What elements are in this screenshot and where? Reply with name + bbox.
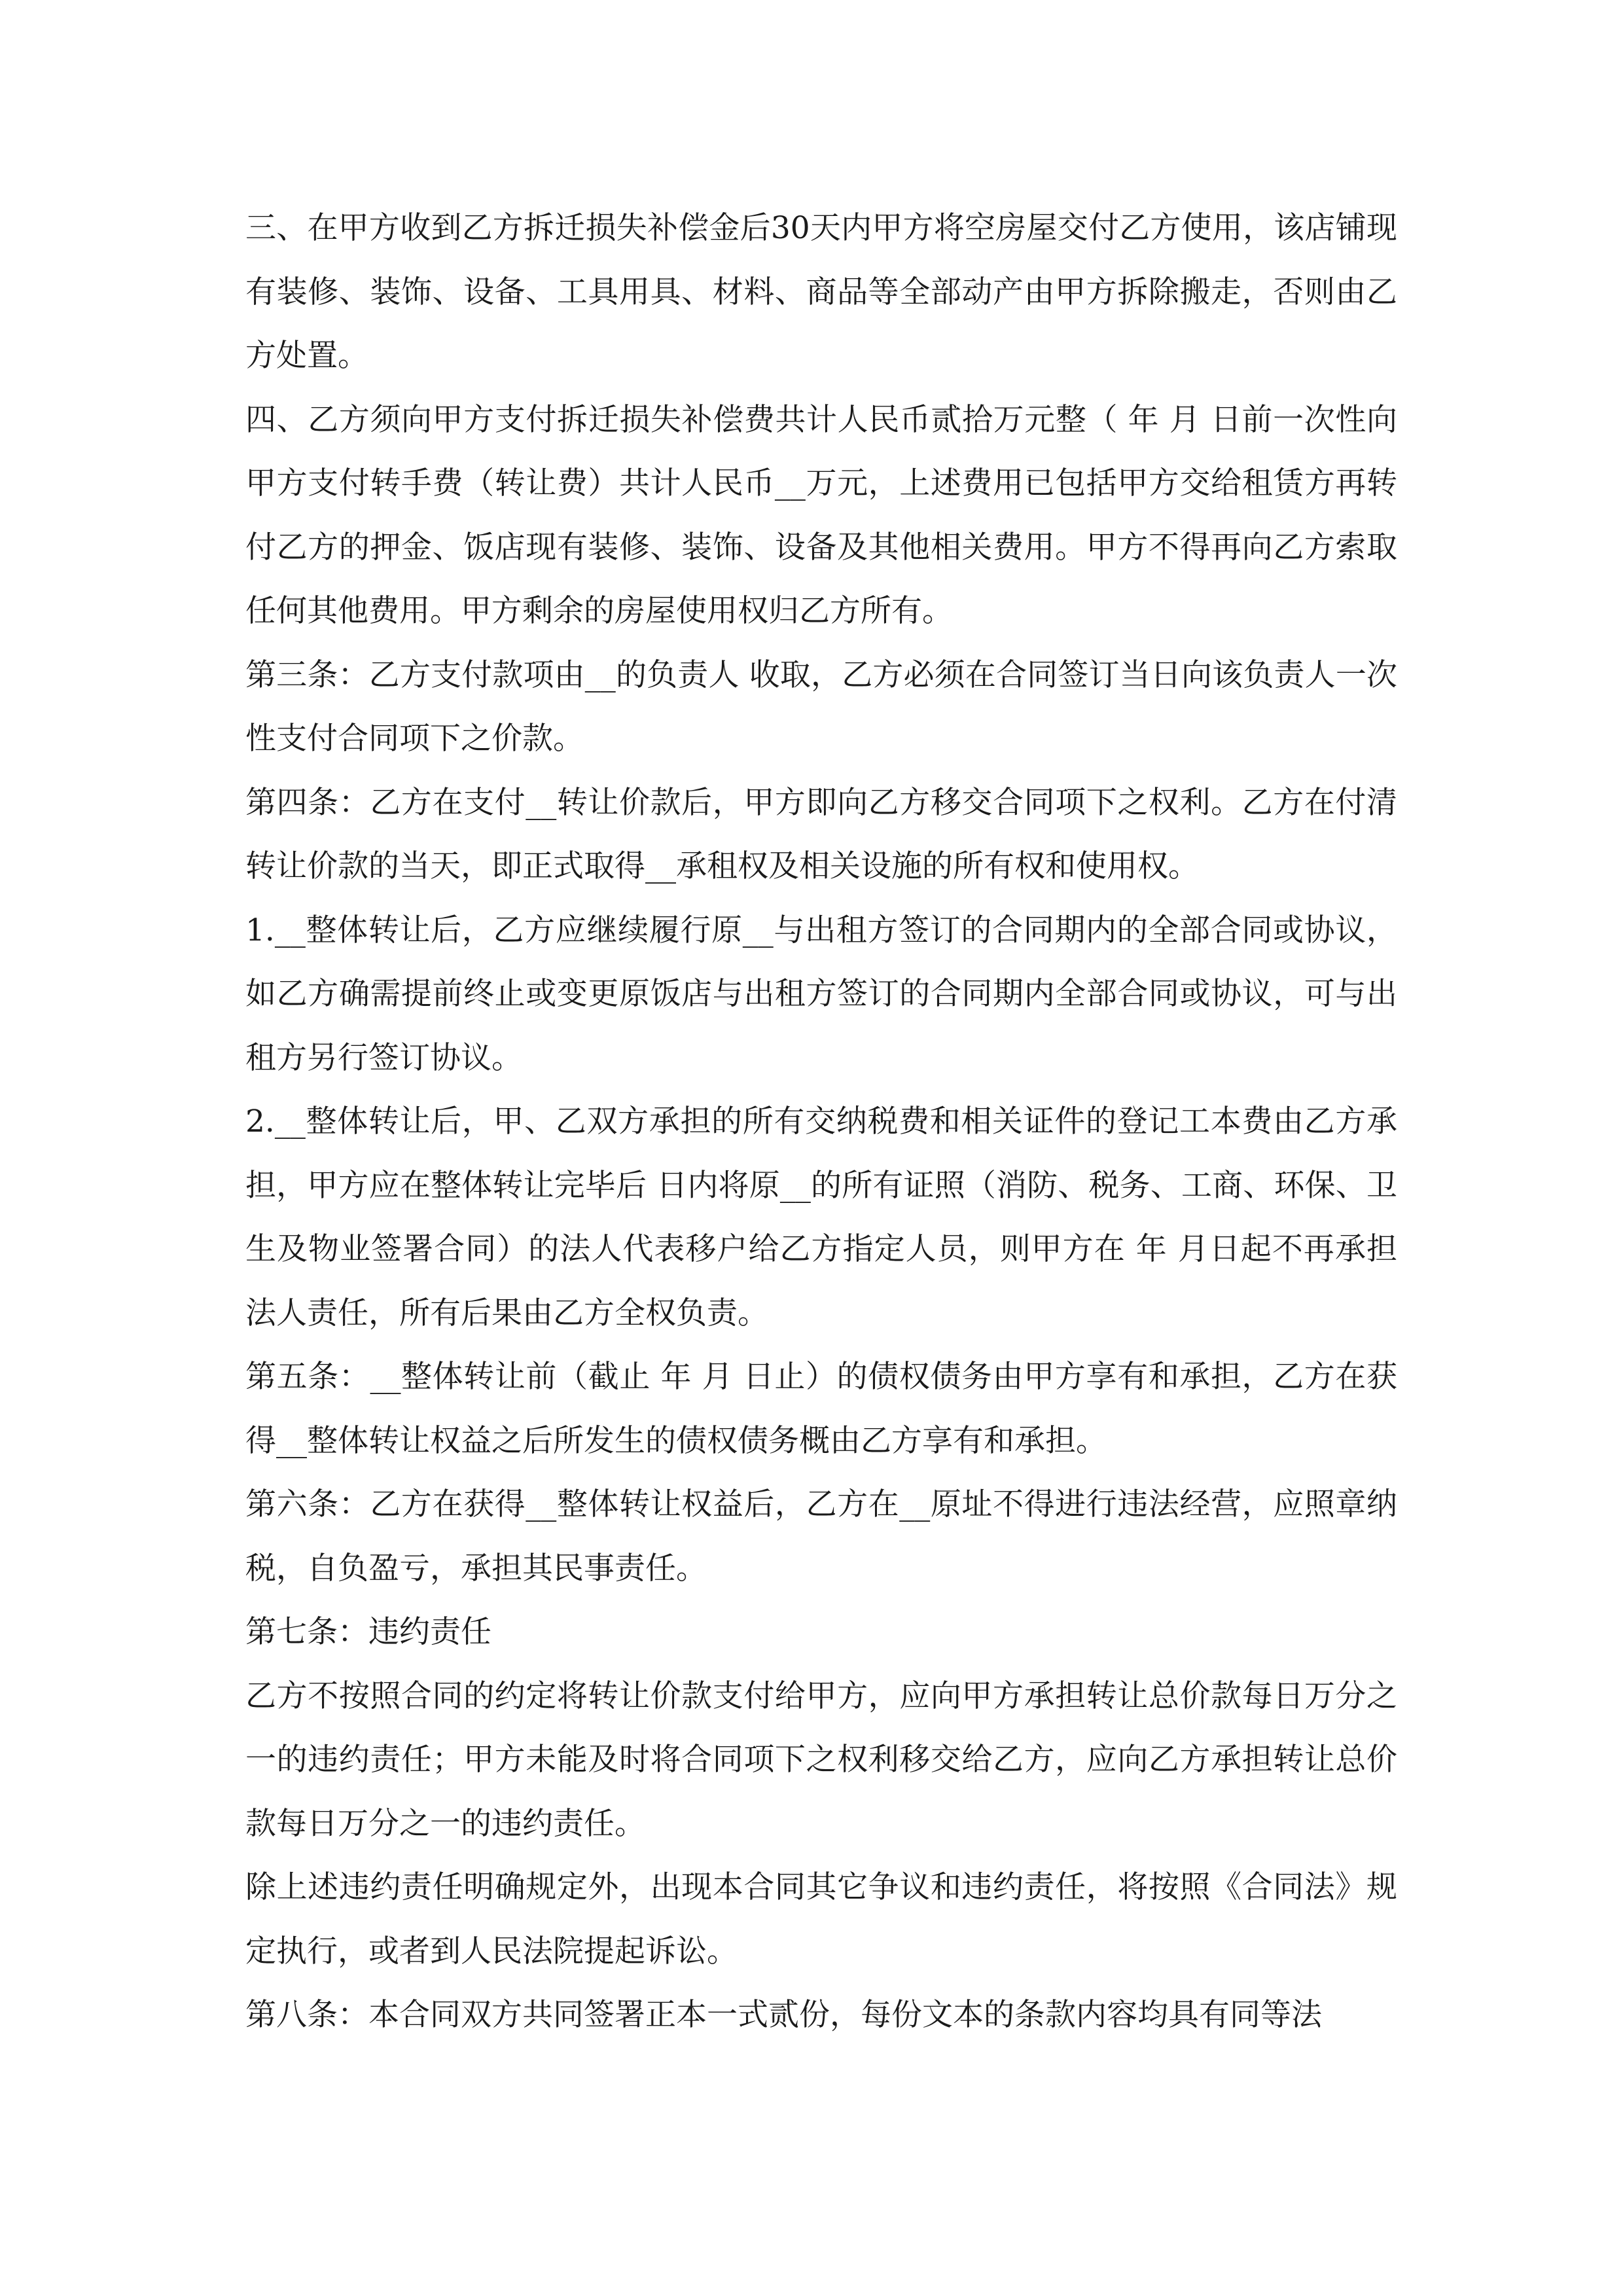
clause-three-handover: 三、在甲方收到乙方拆迁损失补偿金后30天内甲方将空房屋交付乙方使用，该店铺现有装修、装饰、设备、工具用具、材料、商品等全部动产由甲方拆除搬走，否则由乙方处置。 — [245, 210, 1397, 374]
article-four-item-2: 2.__整体转让后，甲、乙双方承担的所有交纳税费和相关证件的登记工本费由乙方承担，甲方应在整体转让完毕后 日内将原__的所有证照（消防、税务、工商、环保、卫生及物业签署合同）的法人代表移户给乙方指定人员，则甲方在 年 月日起不再承担法人责任，所有后果由乙方全权负责。 — [245, 1103, 1397, 1331]
article-seven-liability: 乙方不按照合同的约定将转让价款支付给甲方，应向甲方承担转让总价款每日万分之一的违约责任；甲方未能及时将合同项下之权利移交给乙方，应向乙方承担转让总价款每日万分之一的违约责任。 — [245, 1677, 1397, 1842]
article-seven-heading: 第七条：违约责任 — [245, 1614, 491, 1650]
document-body — [245, 196, 1397, 2047]
article-five-debts: 第五条：__整体转让前（截止 年 月 日止）的债权债务由甲方享有和承担，乙方在获得__整体转让权益之后所发生的债权债务概由乙方享有和承担。 — [245, 1359, 1397, 1459]
article-three-payment: 第三条：乙方支付款项由__的负责人 收取，乙方必须在合同签订当日向该负责人一次性支付合同项下之价款。 — [245, 656, 1397, 757]
article-six-operation: 第六条：乙方在获得__整体转让权益后，乙方在__原址不得进行违法经营，应照章纳税，自负盈亏，承担其民事责任。 — [245, 1486, 1397, 1587]
clause-four-compensation: 四、乙方须向甲方支付拆迁损失补偿费共计人民币贰拾万元整（ 年 月 日前一次性向甲方支付转手费（转让费）共计人民币__万元，上述费用已包括甲方交给租赁方再转付乙方的押金、饭店现有装修、装饰、设备及其他相关费用。甲方不得再向乙方索取任何其他费用。甲方剩余的房屋使用权归乙方所有。 — [245, 401, 1397, 629]
article-four-transfer: 第四条：乙方在支付__转让价款后，甲方即向乙方移交合同项下之权利。乙方在付清转让价款的当天，即正式取得__承租权及相关设施的所有权和使用权。 — [245, 784, 1397, 884]
article-eight-copies: 第八条：本合同双方共同签署正本一式贰份，每份文本的条款内容均具有同等法 — [245, 1997, 1322, 2033]
article-seven-disputes: 除上述违约责任明确规定外，出现本合同其它争议和违约责任，将按照《合同法》规定执行，或者到人民法院提起诉讼。 — [245, 1869, 1397, 1969]
article-four-item-1: 1.__整体转让后，乙方应继续履行原__与出租方签订的合同期内的全部合同或协议，如乙方确需提前终止或变更原饭店与出租方签订的合同期内全部合同或协议，可与出租方另行签订协议。 — [245, 912, 1397, 1076]
